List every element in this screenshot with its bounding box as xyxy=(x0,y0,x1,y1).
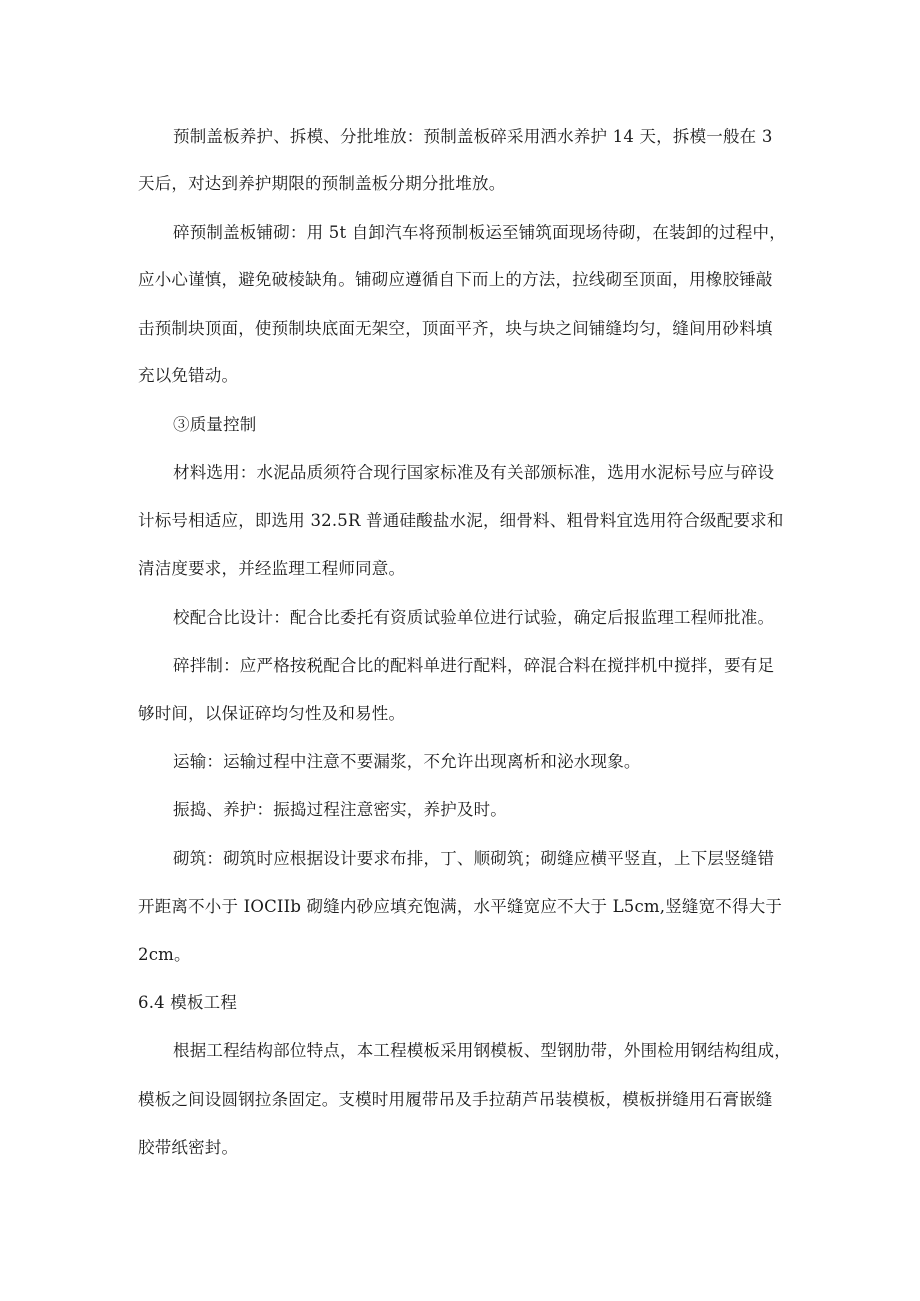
section-heading: 6.4 模板工程 xyxy=(138,993,238,1012)
paragraph-line: 够时间，以保证碎均匀性及和易性。 xyxy=(138,704,406,723)
paragraph-line: 开距离不小于 IOCIIb 砌缝内砂应填充饱满，水平缝宽应不大于 L5cm,竖缝宽不得大于 xyxy=(138,897,783,916)
paragraph-line: 2cm。 xyxy=(138,945,191,964)
paragraph-line: 砌筑：砌筑时应根据设计要求布排，丁、顺砌筑；砌缝应横平竖直，上下层竖缝错 xyxy=(173,849,775,868)
paragraph-line: 击预制块顶面，使预制块底面无架空，顶面平齐，块与块之间铺缝均匀，缝间用砂料填 xyxy=(138,319,773,338)
paragraph-line: 碎拌制：应严格按税配合比的配料单进行配料，碎混合料在搅拌机中搅拌，要有足 xyxy=(173,656,775,675)
paragraph-line: 运输：运输过程中注意不要漏浆，不允许出现离析和泌水现象。 xyxy=(173,752,641,771)
paragraph-line: 天后，对达到养护期限的预制盖板分期分批堆放。 xyxy=(138,174,506,193)
paragraph-line: 清洁度要求，并经监理工程师同意。 xyxy=(138,559,406,578)
paragraph-line: 充以免错动。 xyxy=(138,366,239,385)
paragraph-line: 胶带纸密封。 xyxy=(138,1138,239,1157)
paragraph-line: 预制盖板养护、拆模、分批堆放：预制盖板碎采用洒水养护 14 天，拆模一般在 3 xyxy=(173,127,773,146)
paragraph-line: 应小心谨慎，避免破棱缺角。铺砌应遵循自下而上的方法，拉线砌至顶面，用橡胶锤敲 xyxy=(138,270,773,289)
paragraph-line: 根据工程结构部位特点，本工程模板采用钢模板、型钢肋带，外围检用钢结构组成， xyxy=(173,1041,791,1060)
paragraph-line: 计标号相适应，即选用 32.5R 普通硅酸盐水泥，细骨料、粗骨料宜选用符合级配要求和 xyxy=(138,511,784,530)
paragraph-line: 校配合比设计：配合比委托有资质试验单位进行试验，确定后报监理工程师批准。 xyxy=(173,608,775,627)
paragraph-line: 振捣、养护：振捣过程注意密实，养护及时。 xyxy=(173,800,507,819)
paragraph-line: 模板之间设圆钢拉条固定。支模时用履带吊及手拉葫芦吊装模板，模板拼缝用石膏嵌缝 xyxy=(138,1090,773,1109)
section-heading: ③质量控制 xyxy=(173,415,257,434)
paragraph-line: 碎预制盖板铺砌：用 5t 自卸汽车将预制板运至铺筑面现场待砌，在装卸的过程中， xyxy=(173,223,786,242)
paragraph-line: 材料选用：水泥品质须符合现行国家标准及有关部颁标准，选用水泥标号应与碎设 xyxy=(173,463,775,482)
